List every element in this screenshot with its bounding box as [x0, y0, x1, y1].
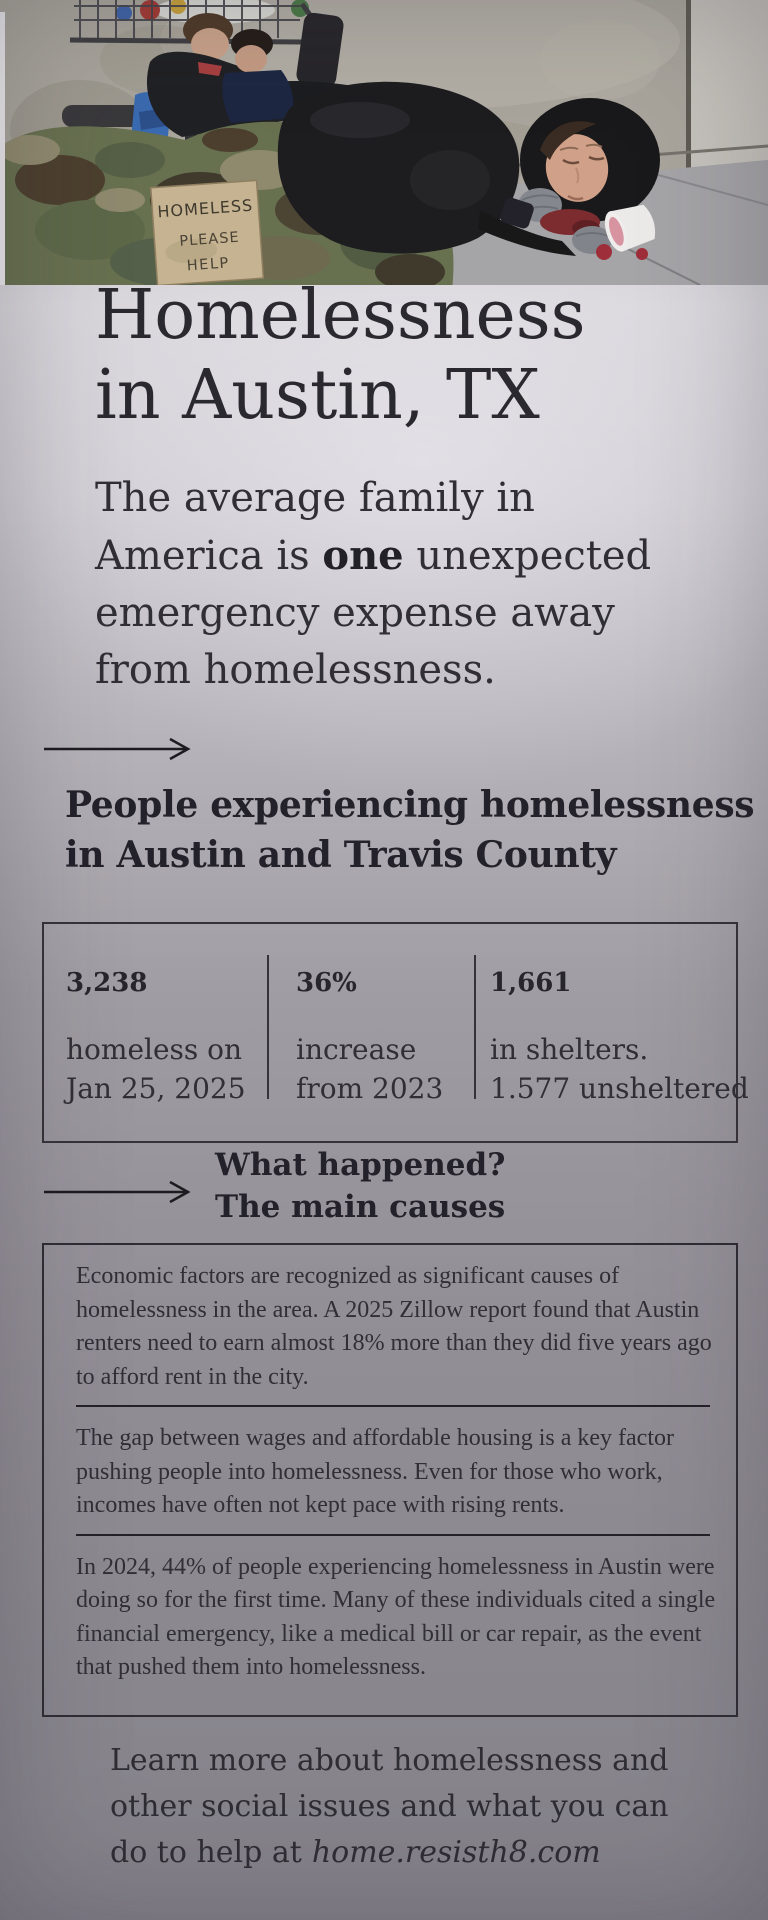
intro-line-3: emergency expense away [95, 590, 615, 636]
intro-bold-word: one [322, 532, 404, 579]
intro-line-2 [95, 527, 651, 585]
title-line-2: in Austin, TX [95, 356, 540, 435]
intro-line-2-pre: America is [95, 533, 323, 579]
sign-line-2: PLEASE [178, 229, 241, 250]
causes-heading-line-1: What happened? [215, 1147, 506, 1183]
stat-label-line-1: in shelters. [490, 1033, 649, 1066]
stat-divider [474, 955, 476, 1099]
causes-heading [215, 1144, 505, 1228]
stat-total-homeless [66, 968, 246, 1108]
cardboard-sign [151, 180, 264, 285]
website-url: home.resisth8.com [311, 1835, 601, 1870]
page-title [95, 276, 586, 436]
intro-line-2-post: unexpected [403, 533, 652, 579]
stat-value: 1,661 [490, 968, 572, 998]
stat-label-line-2: 1.577 unsheltered [490, 1072, 749, 1105]
stat-label [296, 1030, 443, 1108]
stat-label-line-1: increase [296, 1033, 417, 1066]
stat-value: 36% [296, 968, 357, 998]
stat-label [66, 1030, 246, 1108]
causes-box [42, 1243, 738, 1717]
intro-text [95, 470, 651, 699]
hero-photo-illustration [0, 0, 768, 285]
stats-heading-line-1: People experiencing homelessness [65, 784, 755, 826]
footer-line-2: other social issues and what you can [110, 1789, 669, 1824]
stat-label [490, 1030, 749, 1108]
stats-heading [65, 780, 754, 880]
divider-line [76, 1405, 710, 1407]
cause-paragraph-1: Economic factors are recognized as significant causes of homelessness in the area. A 2025 Zillow report found that Austin renters need to earn almost 18% more than they did five years ago to afford rent in the city. [76, 1263, 712, 1390]
stat-divider [267, 955, 269, 1099]
footer-text [110, 1738, 669, 1876]
footer-line-3 [110, 1830, 669, 1876]
cause-paragraph-2: The gap between wages and affordable housing is a key factor pushing people into homelessness. Even for those who work, incomes have often not kept pace with rising rents. [76, 1425, 674, 1518]
intro-line-1: The average family in [95, 475, 535, 521]
intro-line-4: from homelessness. [95, 647, 496, 693]
stat-label-line-2: Jan 25, 2025 [66, 1072, 246, 1105]
cause-paragraph-3: In 2024, 44% of people experiencing homelessness in Austin were doing so for the first time. Many of these individuals cited a single financial emergency, like a medical bill or car repair, as the event that pushed them into homelessness. [76, 1553, 716, 1680]
footer-line-1: Learn more about homelessness and [110, 1743, 669, 1778]
arrow-right-icon [42, 734, 192, 762]
stat-label-line-2: from 2023 [296, 1072, 444, 1105]
footer-line-3-pre: do to help at [110, 1835, 302, 1870]
sign-line-3: HELP [186, 255, 231, 275]
arrow-right-icon [42, 1177, 192, 1205]
sign-line-1: HOMELESS [156, 195, 254, 222]
stat-label-line-1: homeless on [66, 1033, 243, 1066]
stat-sheltered [490, 968, 749, 1108]
divider-line [76, 1534, 710, 1536]
stat-value: 3,238 [66, 968, 148, 998]
hero-photo [0, 0, 768, 285]
stats-box [42, 922, 749, 1143]
stat-increase [296, 968, 443, 1108]
title-line-1: Homelessness [95, 276, 586, 355]
stats-heading-line-2: in Austin and Travis County [65, 834, 617, 876]
causes-heading-line-2: The main causes [215, 1189, 506, 1225]
woman-illustration [278, 82, 660, 260]
